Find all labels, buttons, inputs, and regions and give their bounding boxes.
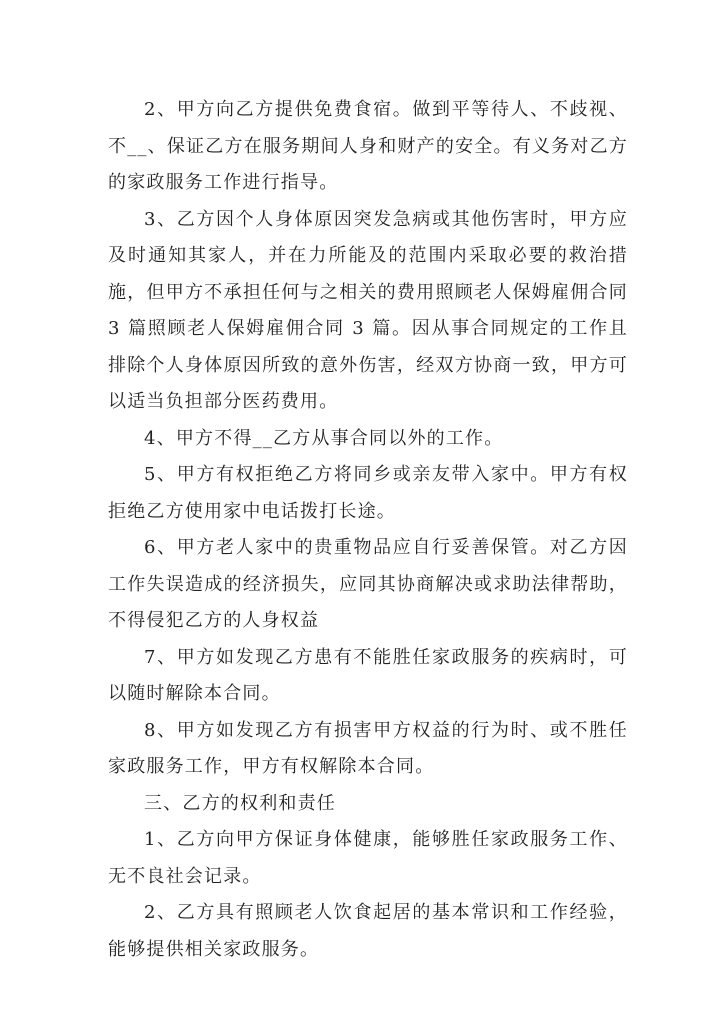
clause-paragraph: 1、乙方向甲方保证身体健康，能够胜任家政服务工作、无不良社会记录。 [108,829,628,887]
document-page [108,92,635,968]
clause-paragraph: 5、甲方有权拒绝乙方将同乡或亲友带入家中。甲方有权拒绝乙方使用家中电话拨打长途。 [108,464,628,522]
clause-paragraph: 2、乙方具有照顾老人饮食起居的基本常识和工作经验，能够提供相关家政服务。 [108,902,628,960]
clause-paragraph: 4、甲方不得__乙方从事合同以外的工作。 [144,427,504,449]
clause-paragraph: 3、乙方因个人身体原因突发急病或其他伤害时，甲方应及时通知其家人，并在力所能及的范围内采取必要的救治措施，但甲方不承担任何与之相关的费用照顾老人保姆雇佣合同 3 篇照顾老人保姆雇佣合同 3 篇。因从事合同规定的工作且排除个人身体原因所致的意外伤害，经双方协商一致，甲方可以适当负担部分医药费用。 [108,208,635,412]
clause-paragraph: 8、甲方如发现乙方有损害甲方权益的行为时、或不胜任家政服务工作，甲方有权解除本合同。 [108,719,628,777]
section-heading: 三、乙方的权利和责任 [144,792,336,814]
clause-paragraph: 7、甲方如发现乙方患有不能胜任家政服务的疾病时，可以随时解除本合同。 [108,646,628,704]
clause-paragraph: 6、甲方老人家中的贵重物品应自行妥善保管。对乙方因工作失误造成的经济损失，应同其协商解决或求助法律帮助，不得侵犯乙方的人身权益 [108,537,628,631]
clause-paragraph: 2、甲方向乙方提供免费食宿。做到平等待人、不歧视、不__、保证乙方在服务期间人身和财产的安全。有义务对乙方的家政服务工作进行指导。 [108,99,628,193]
